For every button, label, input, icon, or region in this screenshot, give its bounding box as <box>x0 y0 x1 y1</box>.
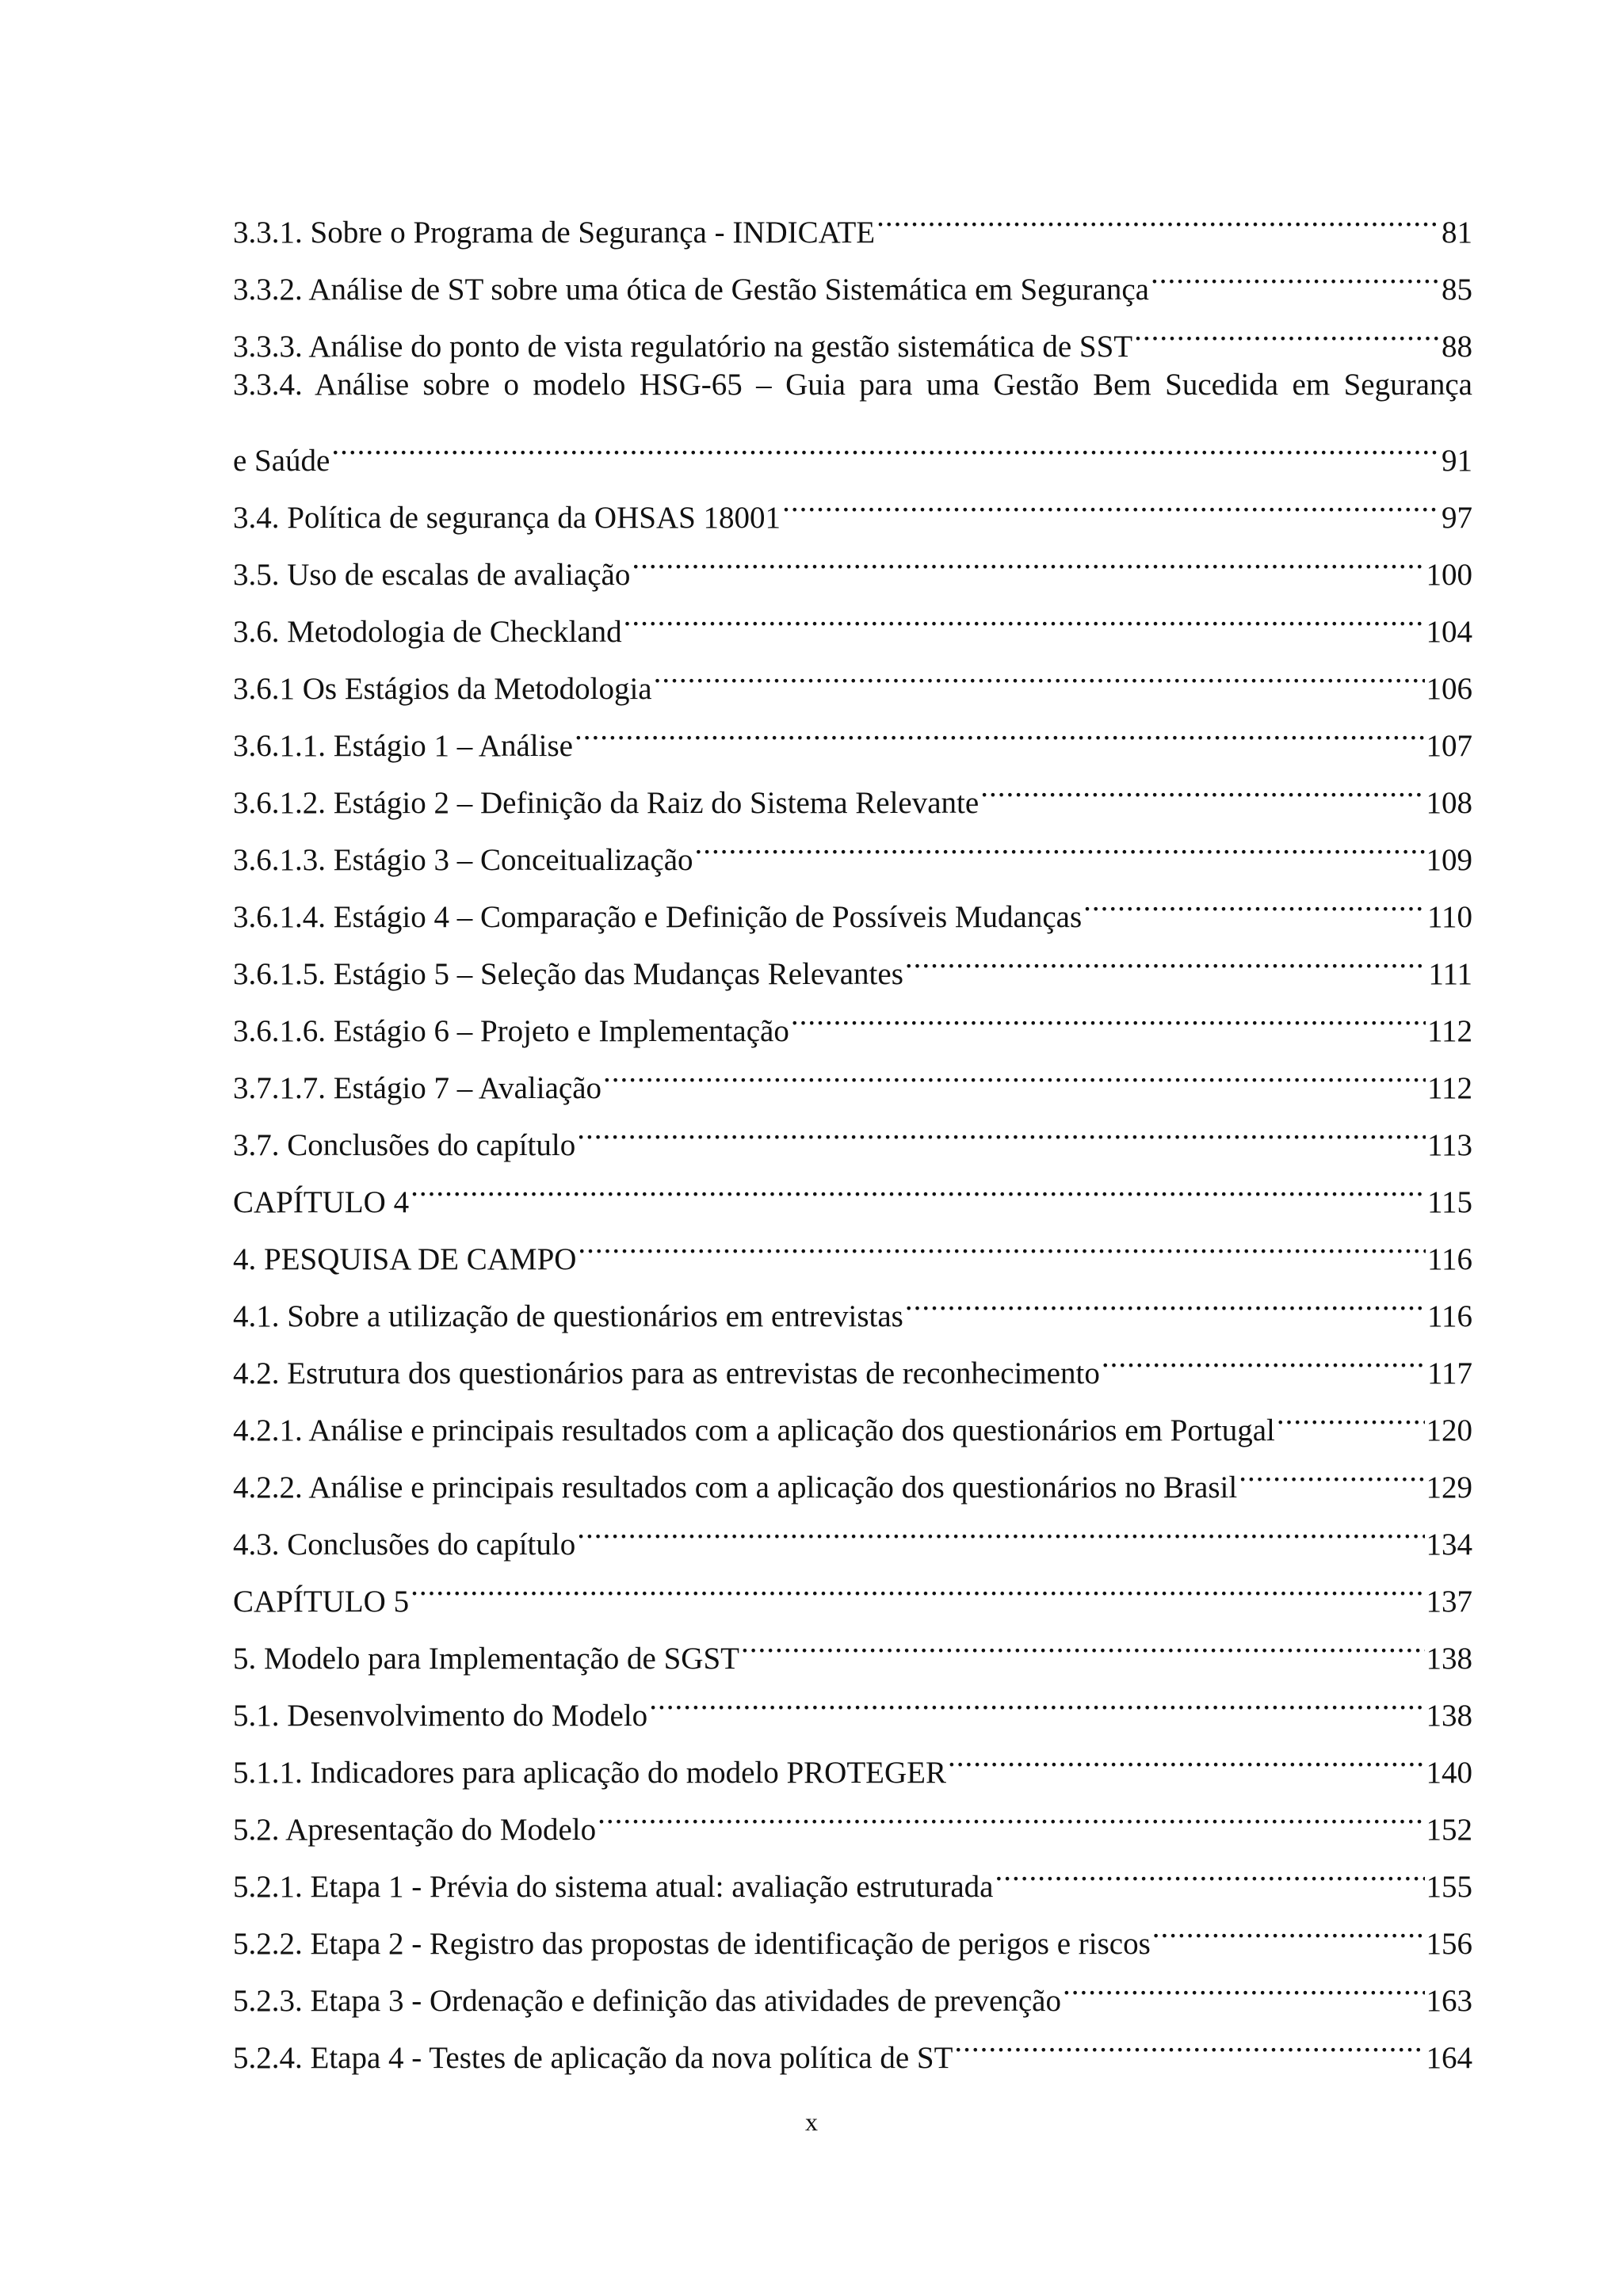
toc-entry-page: 137 <box>1426 1585 1472 1619</box>
toc-entry[interactable] <box>233 185 1472 250</box>
toc-entry-page: 116 <box>1426 1242 1472 1276</box>
toc-entry-page: 85 <box>1442 273 1472 307</box>
toc-entry-page: 91 <box>1442 444 1472 478</box>
toc-entry-title: 3.3.4. Análise sobre o modelo HSG-65 – Guia para uma Gestão Bem Sucedida em Segurança <box>233 368 1472 402</box>
toc-entry-title: 5.2.1. Etapa 1 - Prévia do sistema atual: avaliação estruturada <box>233 1870 994 1904</box>
toc-entry-title: CAPÍTULO 5 <box>233 1585 410 1619</box>
toc-entry-title: 3.7. Conclusões do capítulo <box>233 1128 576 1162</box>
toc-entry-title: 3.6.1 Os Estágios da Metodologia <box>233 672 652 706</box>
toc-entry-page: 129 <box>1426 1470 1472 1505</box>
toc-entry-page: 155 <box>1426 1870 1472 1904</box>
toc-dot-leader <box>1102 1326 1426 1383</box>
toc-dot-leader <box>578 1212 1426 1269</box>
toc-entry-title: 5. Modelo para Implementação de SGST <box>233 1642 739 1676</box>
toc-dot-leader <box>577 1098 1426 1155</box>
toc-entry-page: 117 <box>1426 1356 1472 1390</box>
toc-entry-page: 112 <box>1426 1014 1472 1048</box>
toc-entry-title: 5.2.4. Etapa 4 - Testes de aplicação da nova política de ST <box>233 2041 953 2075</box>
toc-entry-title: 4.2.2. Análise e principais resultados com a aplicação dos questionários no Brasil <box>233 1470 1238 1505</box>
toc-dot-leader <box>575 699 1425 756</box>
toc-entry-page: 152 <box>1426 1813 1472 1847</box>
toc-entry-title: 3.6.1.5. Estágio 5 – Seleção das Mudanças Relevantes <box>233 957 903 991</box>
toc-dot-leader <box>905 1269 1426 1326</box>
toc-dot-leader <box>1277 1383 1425 1440</box>
toc-dot-leader <box>876 185 1440 242</box>
toc-entry-title: 5.2.3. Etapa 3 - Ordenação e definição das atividades de prevenção <box>233 1984 1061 2018</box>
toc-entry[interactable] <box>233 471 1472 535</box>
toc-dot-leader <box>624 585 1425 642</box>
toc-entry-page: 113 <box>1426 1128 1472 1162</box>
toc-entry-page: 112 <box>1426 1071 1472 1105</box>
toc-entry[interactable] <box>233 414 1472 478</box>
toc-entry-page: 88 <box>1442 330 1472 364</box>
toc-dot-leader <box>1239 1440 1424 1497</box>
toc-entry[interactable] <box>233 1554 1472 1619</box>
toc-entry-title: 4. PESQUISA DE CAMPO <box>233 1242 577 1276</box>
toc-entry-page: 138 <box>1426 1699 1472 1733</box>
toc-entry[interactable] <box>233 1611 1472 1676</box>
toc-entry-page: 81 <box>1442 215 1472 250</box>
toc-dot-leader <box>1083 870 1426 927</box>
toc-entry-page: 109 <box>1426 843 1472 877</box>
toc-entry-title: 3.6.1.3. Estágio 3 – Conceitualização <box>233 843 693 877</box>
toc-dot-leader <box>741 1611 1425 1669</box>
toc-entry-title: 5.2. Apresentação do Modelo <box>233 1813 597 1847</box>
toc-entry-title: 4.2.1. Análise e principais resultados com a aplicação dos questionários em Portugal <box>233 1413 1275 1447</box>
toc-dot-leader <box>980 756 1424 813</box>
toc-entry-page: 111 <box>1428 957 1472 991</box>
toc-entry[interactable] <box>233 357 1472 414</box>
toc-entry-page: 138 <box>1426 1642 1472 1676</box>
toc-entry-title: 4.1. Sobre a utilização de questionários em entrevistas <box>233 1299 903 1333</box>
toc-entry-title: CAPÍTULO 4 <box>233 1185 410 1219</box>
toc-entry-page: 120 <box>1426 1413 1472 1447</box>
toc-entry-title: 3.3.2. Análise de ST sobre uma ótica de Gestão Sistemática em Segurança <box>233 273 1149 307</box>
toc-dot-leader <box>995 1840 1424 1897</box>
toc-entry-title: 3.6. Metodologia de Checkland <box>233 615 622 649</box>
toc-entry-page: 107 <box>1426 729 1472 763</box>
toc-entry-page: 97 <box>1442 501 1472 535</box>
toc-entry-title: 3.6.1.6. Estágio 6 – Projeto e Implementação <box>233 1014 789 1048</box>
toc-entry-title: 3.6.1.4. Estágio 4 – Comparação e Definição de Possíveis Mudanças <box>233 900 1083 934</box>
toc-entry-page: 140 <box>1426 1756 1472 1790</box>
toc-entry-title: 3.6.1.1. Estágio 1 – Análise <box>233 729 573 763</box>
toc-entry-page: 100 <box>1426 558 1472 592</box>
toc-entry-page: 156 <box>1426 1927 1472 1961</box>
toc-dot-leader <box>654 642 1425 699</box>
toc-dot-leader <box>649 1669 1424 1726</box>
page-number: x <box>805 2107 818 2136</box>
toc-dot-leader <box>411 1554 1424 1611</box>
toc-entry-title: 3.4. Política de segurança da OHSAS 18001 <box>233 501 781 535</box>
toc-entry-title: e Saúde <box>233 444 330 478</box>
toc-dot-leader <box>603 1041 1426 1098</box>
toc-entry-page: 115 <box>1426 1185 1472 1219</box>
toc-entry-page: 116 <box>1426 1299 1472 1333</box>
toc-entry-title: 5.2.2. Etapa 2 - Registro das propostas de identificação de perigos e riscos <box>233 1927 1151 1961</box>
toc-dot-leader <box>791 984 1426 1041</box>
toc-dot-leader <box>1151 242 1440 299</box>
toc-entry-page: 163 <box>1426 1984 1472 2018</box>
toc-dot-leader <box>782 471 1440 528</box>
toc-dot-leader <box>598 1783 1424 1840</box>
toc-entry-title: 4.2. Estrutura dos questionários para as entrevistas de reconhecimento <box>233 1356 1100 1390</box>
toc-dot-leader <box>1152 1897 1425 1954</box>
toc-dot-leader <box>577 1497 1424 1554</box>
toc-dot-leader <box>632 528 1424 585</box>
toc-entry-title: 5.1. Desenvolvimento do Modelo <box>233 1699 648 1733</box>
toc-dot-leader <box>948 1726 1425 1783</box>
toc-entry-page: 106 <box>1426 672 1472 706</box>
toc-entry-title: 3.6.1.2. Estágio 2 – Definição da Raiz do Sistema Relevante <box>233 786 980 820</box>
toc-dot-leader <box>411 1155 1426 1212</box>
toc-entry-page: 104 <box>1426 615 1472 649</box>
toc-entry-title: 5.1.1. Indicadores para aplicação do modelo PROTEGER <box>233 1756 946 1790</box>
toc-dot-leader <box>695 813 1425 870</box>
toc-entry-page: 108 <box>1426 786 1472 820</box>
toc-dot-leader <box>954 2011 1424 2068</box>
table-of-contents <box>233 185 1472 2075</box>
toc-entry-page: 164 <box>1426 2041 1472 2075</box>
toc-dot-leader <box>1134 299 1440 357</box>
toc-dot-leader <box>1063 1954 1425 2011</box>
toc-entry-page: 110 <box>1426 900 1472 934</box>
toc-entry-page: 134 <box>1426 1527 1472 1562</box>
toc-entry-title: 3.3.1. Sobre o Programa de Segurança - INDICATE <box>233 215 876 250</box>
toc-dot-leader <box>331 414 1440 471</box>
toc-entry[interactable] <box>233 1212 1472 1276</box>
toc-entry-title: 3.3.3. Análise do ponto de vista regulatório na gestão sistemática de SST <box>233 330 1133 364</box>
toc-entry-title: 3.7.1.7. Estágio 7 – Avaliação <box>233 1071 602 1105</box>
toc-entry-title: 3.5. Uso de escalas de avaliação <box>233 558 631 592</box>
toc-dot-leader <box>905 927 1427 984</box>
toc-entry[interactable] <box>233 1155 1472 1219</box>
toc-entry-title: 4.3. Conclusões do capítulo <box>233 1527 576 1562</box>
